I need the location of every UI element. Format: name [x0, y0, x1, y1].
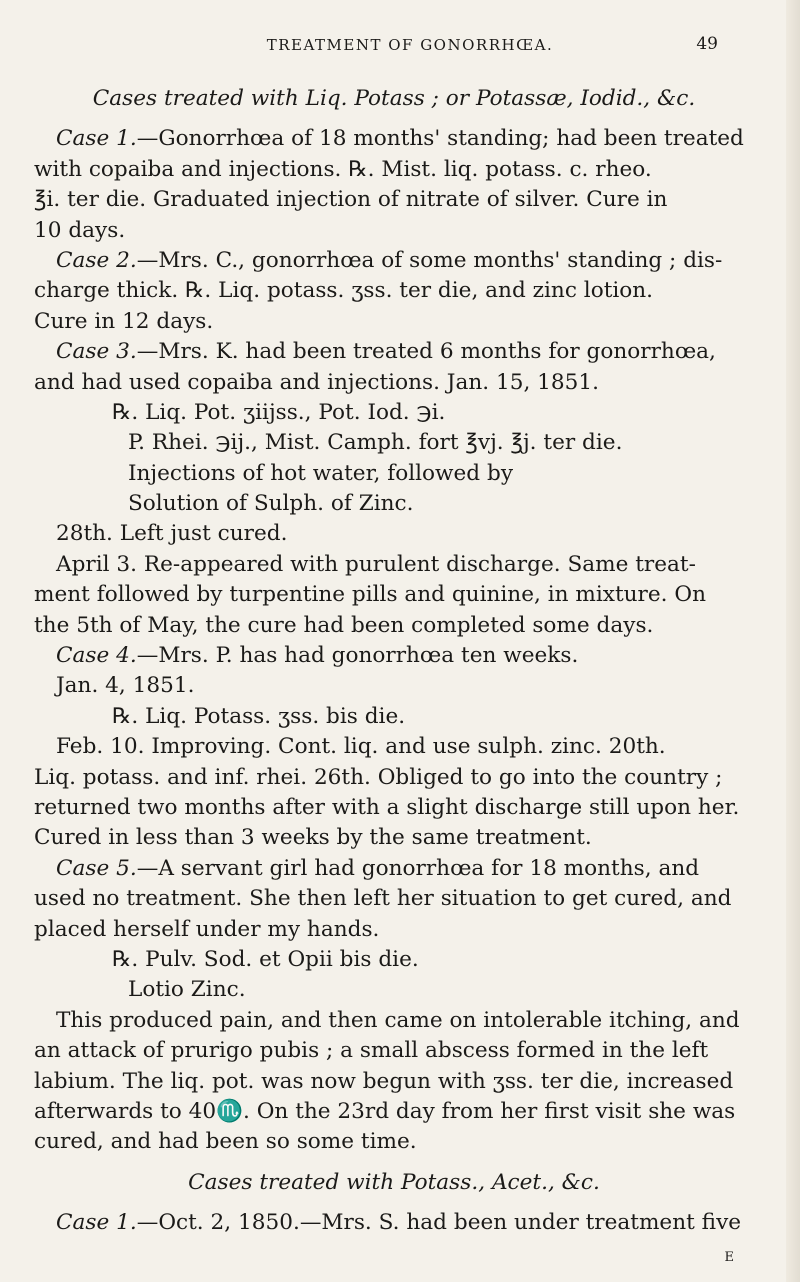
text-line: Case 1.—Gonorrhœa of 18 months' standing; had been treated	[56, 126, 744, 152]
case-label: Case 5.	[56, 855, 137, 881]
text-line: Cured in less than 3 weeks by the same treatment.	[34, 825, 592, 851]
section-title: Cases treated with Potass., Acet., &c.	[188, 1169, 600, 1195]
text-line: charge thick. ℞. Liq. potass. ʒss. ter die, and zinc lotion.	[34, 278, 654, 304]
page-number: 49	[696, 34, 718, 54]
prescription-line: ℞. Pulv. Sod. et Opii bis die.	[112, 946, 419, 972]
text-line: labium. The liq. pot. was now begun with ʒss. ter die, increased	[34, 1068, 734, 1094]
text-line: placed herself under my hands.	[34, 916, 380, 942]
text-line: used no treatment. She then left her situation to get cured, and	[34, 886, 732, 912]
text-line: Case 1.—Oct. 2, 1850.—Mrs. S. had been under treatment five	[56, 1210, 742, 1236]
signature-mark: E	[724, 1250, 734, 1265]
text-line: ℥i. ter die. Graduated injection of nitrate of silver. Cure in	[34, 187, 668, 213]
case-label: Case 1.	[56, 1210, 137, 1236]
prescription-line: Solution of Sulph. of Zinc.	[128, 491, 414, 517]
text-line: returned two months after with a slight discharge still upon her.	[34, 794, 740, 820]
text-line: 10 days.	[34, 217, 126, 243]
text-line: 28th. Left just cured.	[56, 521, 288, 547]
text-line: with copaiba and injections. ℞. Mist. liq. potass. c. rheo.	[34, 156, 652, 182]
page-edge	[786, 0, 800, 1282]
page-body	[34, 84, 754, 1238]
text-line: Feb. 10. Improving. Cont. liq. and use sulph. zinc. 20th.	[56, 734, 666, 760]
text-line: Cure in 12 days.	[34, 308, 214, 334]
text-line: an attack of prurigo pubis ; a small abscess formed in the left	[34, 1038, 709, 1064]
text-line: the 5th of May, the cure had been completed some days.	[34, 612, 654, 638]
text-line: Case 4.—Mrs. P. has had gonorrhœa ten weeks.	[56, 643, 579, 669]
prescription-line: ℞. Liq. Potass. ʒss. bis die.	[112, 703, 406, 729]
text-line: Jan. 4, 1851.	[56, 673, 195, 699]
text-line: cured, and had been so some time.	[34, 1129, 417, 1155]
text-line: Case 2.—Mrs. C., gonorrhœa of some months' standing ; dis-	[56, 247, 723, 273]
case-label: Case 3.	[56, 339, 137, 365]
case-label: Case 4.	[56, 643, 137, 669]
prescription-line: Lotio Zinc.	[128, 977, 246, 1003]
running-title: TREATMENT OF GONORRHŒA.	[266, 36, 554, 54]
text-line: This produced pain, and then came on intolerable itching, and	[56, 1007, 740, 1033]
prescription-line: ℞. Liq. Pot. ʒiijss., Pot. Iod. ℈i.	[112, 399, 446, 425]
text-line: and had used copaiba and injections. Jan. 15, 1851.	[34, 369, 599, 395]
prescription-line: Injections of hot water, followed by	[128, 460, 514, 486]
section-title: Cases treated with Liq. Potass ; or Potassæ, Iodid., &c.	[92, 86, 696, 111]
case-label: Case 1.	[56, 126, 137, 152]
text-line: Case 3.—Mrs. K. had been treated 6 months for gonorrhœa,	[56, 339, 716, 365]
text-line: ment followed by turpentine pills and quinine, in mixture. On	[34, 582, 706, 608]
text-line: April 3. Re-appeared with purulent discharge. Same treat-	[56, 551, 696, 577]
case-label: Case 2.	[56, 247, 137, 273]
text-line: afterwards to 40♏. On the 23rd day from her first visit she was	[34, 1098, 736, 1124]
prescription-line: P. Rhei. ℈ij., Mist. Camph. fort ℥vj. ℥j. ter die.	[128, 430, 623, 456]
text-line: Liq. potass. and inf. rhei. 26th. Obliged to go into the country ;	[34, 764, 723, 790]
text-line: Case 5.—A servant girl had gonorrhœa for 18 months, and	[56, 855, 700, 881]
